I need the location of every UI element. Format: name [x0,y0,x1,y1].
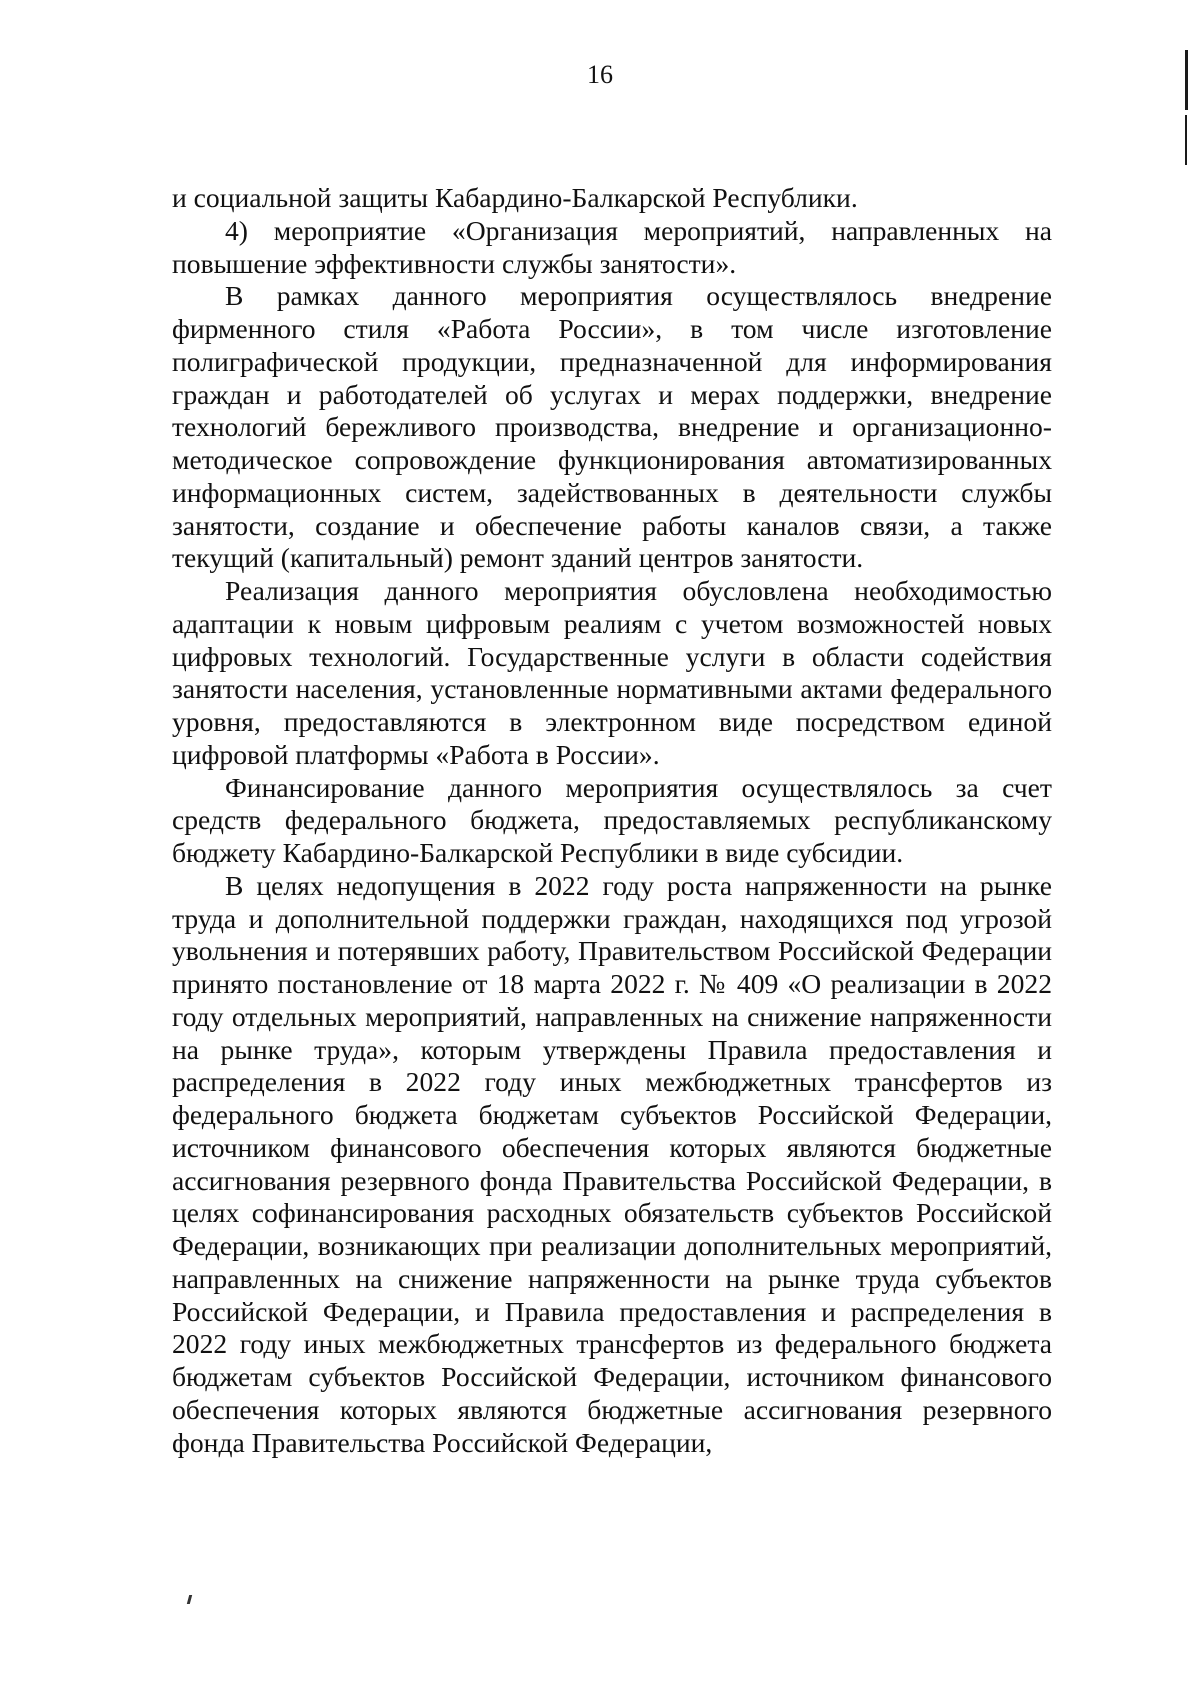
scan-edge-mark [1185,115,1187,165]
paragraph: Финансирование данного мероприятия осуществлялось за счет средств федерального бюджета, предоставляемых республиканскому бюджету Кабардино-Балкарской Республики в виде субсидии. [172,771,1052,868]
scan-speck [187,1595,192,1604]
paragraph: Реализация данного мероприятия обусловлена необходимостью адаптации к новым цифровым реалиям с учетом возможностей новых цифровых технологий. Государственные услуги в области содействия занятости населения, установленные нормативными актами федерального уровня, предоставляются в электронном виде посредством единой цифровой платформы «Работа в России». [172,575,1052,770]
scan-edge-mark [1185,50,1188,110]
document-body [172,182,1052,1459]
paragraph: В рамках данного мероприятия осуществлялось внедрение фирменного стиля «Работа России», в том числе изготовление полиграфической продукции, предназначенной для информирования граждан и работодателей об услугах и мерах поддержки, внедрение технологий бережливого производства, внедрение и организационно-методическое сопровождение функционирования автоматизированных информационных систем, задействованных в деятельности службы занятости, создание и обеспечение работы каналов связи, а также текущий (капитальный) ремонт зданий центров занятости. [172,280,1052,574]
paragraph: 4) мероприятие «Организация мероприятий, направленных на повышение эффективности службы занятости». [172,214,1052,279]
page-number: 16 [587,60,613,89]
paragraph: и социальной защиты Кабардино-Балкарской Республики. [172,182,858,213]
paragraph: В целях недопущения в 2022 году роста напряженности на рынке труда и дополнительной поддержки граждан, находящихся под угрозой увольнения и потерявших работу, Правительством Российской Федерации принято постановление от 18 марта 2022 г. № 409 «О реализации в 2022 году отдельных мероприятий, направленных на снижение напряженности на рынке труда», которым утверждены Правила предоставления и распределения в 2022 году иных межбюджетных трансфертов из федерального бюджета бюджетам субъектов Российской Федерации, источником финансового обеспечения которых являются бюджетные ассигнования резервного фонда Правительства Российской Федерации, в целях софинансирования расходных обязательств субъектов Российской Федерации, возникающих при реализации дополнительных мероприятий, направленных на снижение напряженности на рынке труда субъектов Российской Федерации, и Правила предоставления и распределения в 2022 году иных межбюджетных трансфертов из федерального бюджета бюджетам субъектов Российской Федерации, источником финансового обеспечения которых являются бюджетные ассигнования резервного фонда Правительства Российской Федерации, [172,869,1052,1458]
